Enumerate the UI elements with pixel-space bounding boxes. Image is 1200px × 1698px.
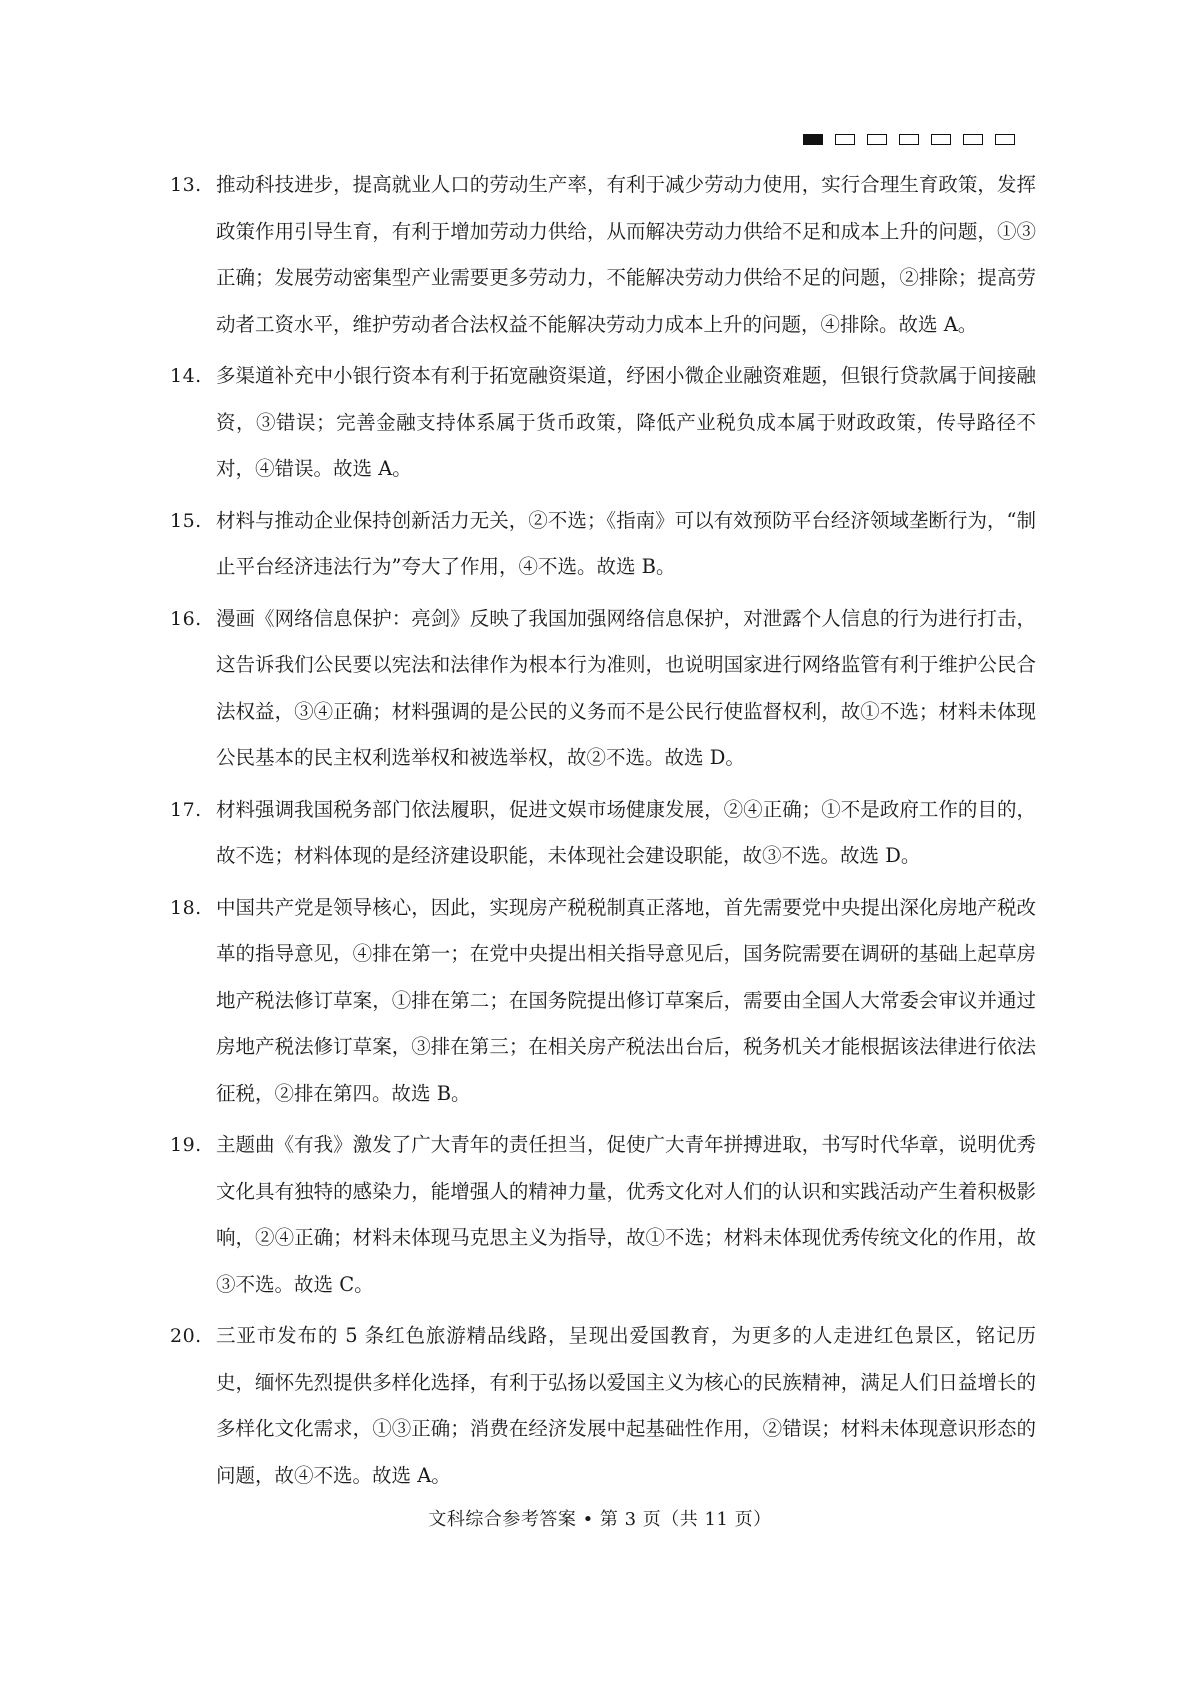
page-marker-filled bbox=[803, 134, 823, 145]
answer-item-13 bbox=[170, 162, 1036, 348]
page-marker bbox=[899, 134, 919, 145]
page-marker bbox=[963, 134, 983, 145]
answer-number: 20. bbox=[170, 1325, 202, 1347]
answer-number: 18. bbox=[170, 896, 202, 919]
answer-number: 19. bbox=[170, 1134, 202, 1156]
page-marker bbox=[835, 134, 855, 145]
page-marker bbox=[867, 134, 887, 145]
answer-text: 推动科技进步，提高就业人口的劳动生产率，有利于减少劳动力使用，实行合理生育政策，发挥政策作用引导生育，有利于增加劳动力供给，从而解决劳动力供给不足和成本上升的问题，①③正确；发展劳动密集型产业需要更多劳动力，不能解决劳动力供给不足的问题，②排除；提高劳动者工资水平，维护劳动者合法权益不能解决劳动力成本上升的问题，④排除。故选 A。 bbox=[216, 173, 1036, 336]
answer-number: 14. bbox=[170, 365, 202, 387]
answer-item-16 bbox=[170, 596, 1036, 782]
answer-number: 13. bbox=[170, 174, 202, 196]
answer-text: 主题曲《有我》激发了广大青年的责任担当，促使广大青年拼搏进取，书写时代华章，说明优秀文化具有独特的感染力，能增强人的精神力量，优秀文化对人们的认识和实践活动产生着积极影响，②④正确；材料未体现马克思主义为指导，故①不选；材料未体现优秀传统文化的作用，故③不选。故选 C。 bbox=[216, 1133, 1036, 1296]
answer-item-14 bbox=[170, 353, 1036, 493]
page-marker-row bbox=[803, 134, 1015, 145]
answer-text: 漫画《网络信息保护：亮剑》反映了我国加强网络信息保护，对泄露个人信息的行为进行打击，这告诉我们公民要以宪法和法律作为根本行为准则，也说明国家进行网络监管有利于维护公民合法权益，③④正确；材料强调的是公民的义务而不是公民行使监督权利，故①不选；材料未体现公民基本的民主权利选举权和被选举权，故②不选。故选 D。 bbox=[216, 606, 1036, 769]
answer-number: 17. bbox=[170, 798, 202, 821]
page-marker bbox=[931, 134, 951, 145]
answer-list bbox=[170, 162, 1036, 1504]
answer-text: 材料强调我国税务部门依法履职，促进文娱市场健康发展，②④正确；①不是政府工作的目的，故不选；材料体现的是经济建设职能，未体现社会建设职能，故③不选。故选 D。 bbox=[216, 797, 1036, 867]
answer-number: 15. bbox=[170, 509, 202, 532]
answer-text: 材料与推动企业保持创新活力无关，②不选；《指南》可以有效预防平台经济领域垄断行为，“制止平台经济违法行为”夸大了作用，④不选。故选 B。 bbox=[216, 508, 1036, 578]
answer-item-17 bbox=[170, 787, 1036, 880]
answer-item-19 bbox=[170, 1122, 1036, 1308]
page-footer: 文科综合参考答案 • 第 3 页（共 11 页） bbox=[428, 1509, 772, 1530]
answer-text: 多渠道补充中小银行资本有利于拓宽融资渠道，纾困小微企业融资难题，但银行贷款属于间接融资，③错误；完善金融支持体系属于货币政策，降低产业税负成本属于财政政策，传导路径不对，④错误。故选 A。 bbox=[216, 364, 1036, 480]
answer-text: 中国共产党是领导核心，因此，实现房产税税制真正落地，首先需要党中央提出深化房地产税改革的指导意见，④排在第一；在党中央提出相关指导意见后，国务院需要在调研的基础上起草房地产税法修订草案，①排在第二；在国务院提出修订草案后，需要由全国人大常委会审议并通过房地产税法修订草案，③排在第三；在相关房产税法出台后，税务机关才能根据该法律进行依法征税，②排在第四。故选 B。 bbox=[216, 895, 1036, 1105]
answer-item-18 bbox=[170, 885, 1036, 1118]
answer-text: 三亚市发布的 5 条红色旅游精品线路，呈现出爱国教育，为更多的人走进红色景区，铭记历史，缅怀先烈提供多样化选择，有利于弘扬以爱国主义为核心的民族精神，满足人们日益增长的多样化文化需求，①③正确；消费在经济发展中起基础性作用，②错误；材料未体现意识形态的问题，故④不选。故选 A。 bbox=[216, 1324, 1036, 1487]
answer-item-15 bbox=[170, 498, 1036, 591]
answer-item-20 bbox=[170, 1313, 1036, 1499]
page-marker bbox=[995, 134, 1015, 145]
answer-number: 16. bbox=[170, 607, 202, 630]
